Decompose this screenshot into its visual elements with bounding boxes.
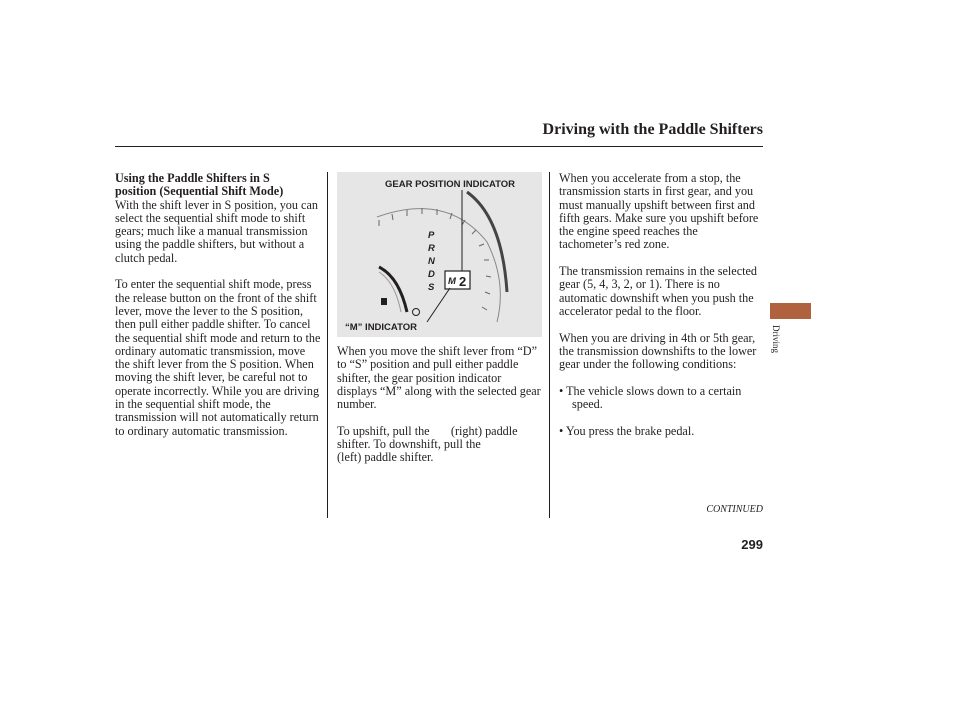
page-number: 299 [741,537,763,552]
gear-display-digit: 2 [459,274,467,289]
bullet-item-2: • You press the brake pedal. [559,423,695,438]
col3-paragraph-3: When you are driving in 4th or 5th gear, the transmission downshifts to the lower gear under the following conditions: [559,330,757,372]
col2-paragraph-1: When you move the shift lever from “D” to “S” position and pull either paddle shifter, the gear position indicator displays “M” along with the selected gear number. [337,344,541,412]
m-indicator-label: “M” INDICATOR [345,322,417,333]
gear-letter-p: P [428,230,435,241]
bullet-item-1: • The vehicle slows down to a certain speed. [559,383,742,412]
gear-letter-n: N [428,256,435,267]
engine-icon [413,309,420,316]
column-3 [559,172,761,451]
column-divider-2 [549,172,550,518]
leader-line-bottom [427,288,450,322]
gear-letter-d: D [428,269,435,280]
gear-position-indicator-label: GEAR POSITION INDICATOR [385,179,516,190]
gear-letter-s: S [428,282,435,293]
section-tab [770,303,811,319]
col3-paragraph-2: The transmission remains in the selected gear (5, 4, 3, 2, or 1). There is no automatic downshift when you push the accelerator pedal to the floor. [559,264,757,318]
header-rule [115,146,763,147]
gear-letter-r: R [428,243,435,254]
fuel-gauge [379,267,407,312]
col2-paragraph-2: To upshift, pull the (right) paddle shifter. To downshift, pull the (left) paddle shifter. [337,423,518,465]
section-tab-label: Driving [771,325,781,353]
gear-display-m: M [448,276,456,287]
col3-paragraph-1: When you accelerate from a stop, the transmission starts in first gear, and you must manually upshift between first and fifth gears. Make sure you upshift before the engine speed reaches the tachometer’s red zone. [559,171,759,252]
section-heading: Using the Paddle Shifters in S position (Sequential Shift Mode) [115,171,284,199]
col1-paragraph-1: With the shift lever in S position, you can select the sequential shift mode to shift gears; much like a manual transmission using the paddle shifters, but without a clutch pedal. [115,197,318,265]
column-divider-1 [327,172,328,518]
col1-paragraph-2: To enter the sequential shift mode, press the release button on the front of the shift lever, move the lever to the S position, then pull either paddle shifter. To cancel the sequential shift mode and return to the ordinary automatic transmission, move the shift lever from the S position. When moving the shift lever, be careful not to operate incorrectly. While you are driving in the sequential shift mode, the transmission will not automatically return to ordinary automatic transmission. [115,277,321,438]
page-title: Driving with the Paddle Shifters [542,121,763,138]
column-1 [115,172,323,451]
continued-label: CONTINUED [706,504,763,515]
gear-indicator-figure [337,172,542,337]
column-2 [337,345,543,478]
